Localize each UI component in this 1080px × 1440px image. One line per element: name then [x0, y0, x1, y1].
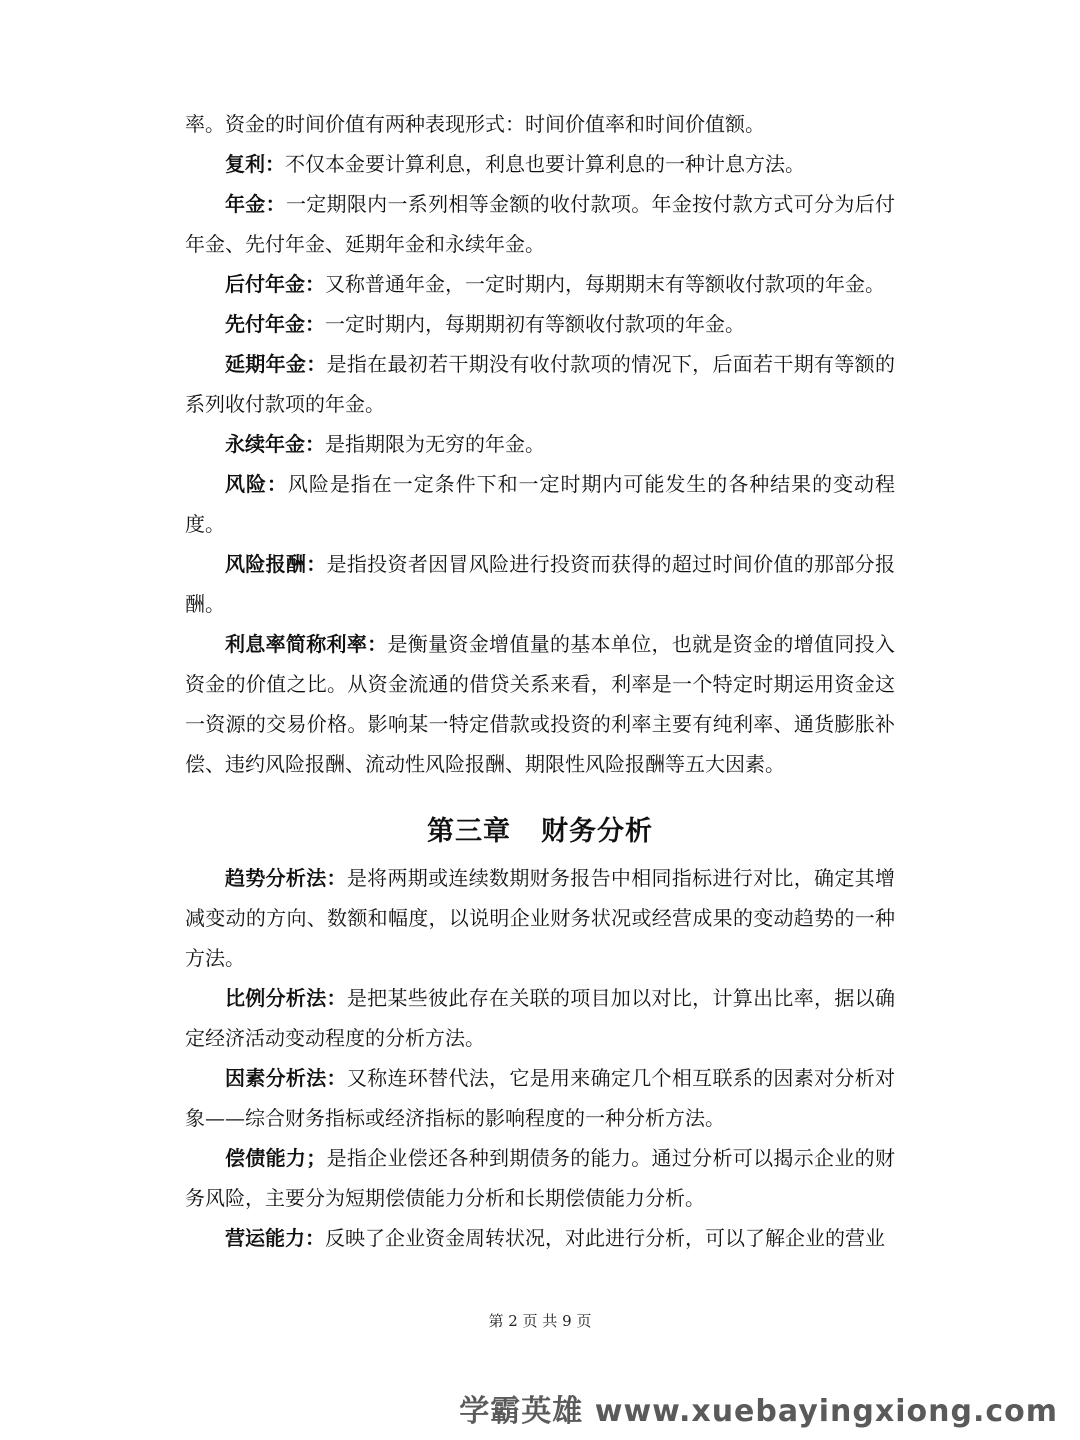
definition-term: 偿债能力；: [225, 1146, 327, 1170]
definition-term: 因素分析法：: [225, 1066, 347, 1090]
definition-paragraph: [185, 304, 895, 344]
definition-text: 是指在最初若干期没有收付款项的情况下，后面若干期有等额的系列收付款项的年金。: [185, 352, 895, 416]
definition-text: 是将两期或连续数期财务报告中相同指标进行对比，确定其增减变动的方向、数额和幅度，以说明企业财务状况或经营成果的变动趋势的一种方法。: [185, 866, 895, 970]
definition-text: 是衡量资金增值量的基本单位，也就是资金的增值同投入资金的价值之比。从资金流通的借贷关系来看，利率是一个特定时期运用资金这一资源的交易价格。影响某一特定借款或投资的利率主要有纯利率、通货膨胀补偿、违约风险报酬、流动性风险报酬、期限性风险报酬等五大因素。: [185, 632, 895, 776]
definition-text: 反映了企业资金周转状况，对此进行分析，可以了解企业的营业: [325, 1226, 885, 1250]
definition-paragraph: [185, 624, 895, 784]
definition-text: 又称普通年金，一定时期内，每期期末有等额收付款项的年金。: [325, 272, 885, 296]
chapter-heading: [185, 810, 895, 854]
definition-paragraph: [185, 1218, 895, 1258]
definition-paragraph: [185, 544, 895, 624]
definition-term: 延期年金：: [225, 352, 327, 376]
definition-term: 营运能力：: [225, 1226, 325, 1250]
definition-text: 不仅本金要计算利息，利息也要计算利息的一种计息方法。: [285, 152, 805, 176]
intro-paragraph: 率。资金的时间价值有两种表现形式：时间价值率和时间价值额。: [185, 112, 765, 136]
definition-term: 先付年金：: [225, 312, 325, 336]
definition-text: 是指投资者因冒风险进行投资而获得的超过时间价值的那部分报酬。: [185, 552, 895, 616]
definition-term: 利息率简称利率：: [225, 632, 388, 656]
definition-paragraph: [185, 1138, 895, 1218]
definition-text: 又称连环替代法，它是用来确定几个相互联系的因素对分析对象——综合财务指标或经济指标的影响程度的一种分析方法。: [185, 1066, 895, 1130]
definition-paragraph: [185, 1058, 895, 1138]
definition-term: 风险：: [225, 472, 288, 496]
definition-paragraph: [185, 344, 895, 424]
definition-text: 是把某些彼此存在关联的项目加以对比，计算出比率，据以确定经济活动变动程度的分析方法。: [185, 986, 895, 1050]
definition-term: 永续年金：: [225, 432, 325, 456]
definition-term: 比例分析法：: [225, 986, 347, 1010]
definition-term: 年金：: [225, 192, 286, 216]
definition-term: 后付年金：: [225, 272, 325, 296]
chapter-title: 财务分析: [541, 816, 653, 847]
definition-paragraph: [185, 264, 895, 304]
definition-paragraph: [185, 424, 895, 464]
page-content: [185, 104, 895, 1258]
definition-text: 一定时期内，每期期初有等额收付款项的年金。: [325, 312, 745, 336]
definition-paragraph: [185, 978, 895, 1058]
definition-term: 复利：: [225, 152, 285, 176]
definition-text: 一定期限内一系列相等金额的收付款项。年金按付款方式可分为后付年金、先付年金、延期年金和永续年金。: [185, 192, 895, 256]
definition-text: 是指企业偿还各种到期债务的能力。通过分析可以揭示企业的财务风险，主要分为短期偿债能力分析和长期偿债能力分析。: [185, 1146, 895, 1210]
chapter-number: 第三章: [427, 816, 511, 847]
definition-paragraph: [185, 184, 895, 264]
definition-text: 是指期限为无穷的年金。: [325, 432, 545, 456]
definition-paragraph: [185, 144, 895, 184]
definition-term: 风险报酬：: [225, 552, 327, 576]
definition-term: 趋势分析法：: [225, 866, 347, 890]
site-watermark: 学霸英雄 www.xuebayingxiong.com: [459, 1394, 1058, 1429]
definition-paragraph: [185, 464, 895, 544]
definition-paragraph: [185, 858, 895, 978]
page-number-footer: 第 2 页 共 9 页: [488, 1312, 592, 1330]
definition-text: 风险是指在一定条件下和一定时期内可能发生的各种结果的变动程度。: [185, 472, 896, 536]
